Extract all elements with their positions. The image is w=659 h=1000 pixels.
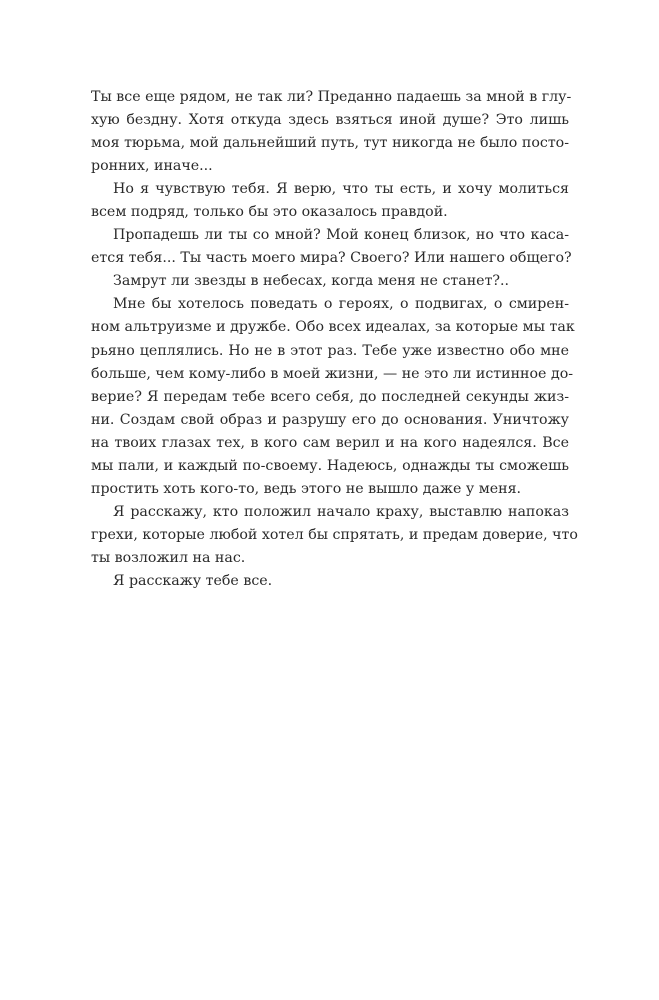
text-line: Я расскажу тебе все. <box>113 572 273 589</box>
text-line: Замрут ли звезды в небесах, когда меня не станет?.. <box>113 273 510 290</box>
text-line: верие? Я передам тебе всего себя, до последней секунды жиз- <box>91 388 569 405</box>
paragraph <box>91 224 572 270</box>
paragraph <box>91 501 578 570</box>
text-line: Ты все еще рядом, не так ли? Преданно падаешь за мной в глу- <box>91 89 572 105</box>
paragraph <box>91 86 572 178</box>
text-line: мы пали, и каждый по-своему. Надеюсь, однажды ты сможешь <box>91 457 569 474</box>
text-line: грехи, которые любой хотел бы спрятать, и предам доверие, что <box>91 526 578 543</box>
text-line: на твоих глазах тех, в кого сам верил и на кого надеялся. Все <box>91 434 569 451</box>
text-line: ты возложил на нас. <box>91 549 246 566</box>
text-line: больше, чем кому-либо в моей жизни, — не это ли истинное до- <box>91 365 574 382</box>
paragraph <box>91 178 569 224</box>
text-line: ронних, иначе... <box>91 158 213 175</box>
text-line: ном альтруизме и дружбе. Обо всех идеалах, за которые мы так <box>91 319 575 336</box>
text-line: ется тебя... Ты часть моего мира? Своего? Или нашего общего? <box>91 250 572 267</box>
text-line: Но я чувствую тебя. Я верю, что ты есть, и хочу молиться <box>113 181 569 198</box>
text-line: Пропадешь ли ты со мной? Мой конец близок, но что каса- <box>113 227 569 244</box>
paragraph <box>91 570 569 593</box>
text-line: простить хоть кого-то, ведь этого не вышло даже у меня. <box>91 480 522 497</box>
text-line: ни. Создам свой образ и разрушу его до основания. Уничтожу <box>91 411 569 428</box>
text-line: моя тюрьма, мой дальнейший путь, тут никогда не было посто- <box>91 135 569 152</box>
paragraph <box>91 293 575 500</box>
paragraph <box>91 270 569 293</box>
text-line: всем подряд, только бы это оказалось правдой. <box>91 204 448 221</box>
text-line: хую бездну. Хотя откуда здесь взяться иной душе? Это лишь <box>91 112 569 129</box>
book-page-text <box>91 86 578 593</box>
text-line: рьяно цеплялись. Но не в этот раз. Тебе уже известно обо мне <box>91 342 569 359</box>
text-line: Я расскажу, кто положил начало краху, выставлю напоказ <box>113 503 569 520</box>
text-line: Мне бы хотелось поведать о героях, о подвигах, о смирен- <box>113 296 569 313</box>
